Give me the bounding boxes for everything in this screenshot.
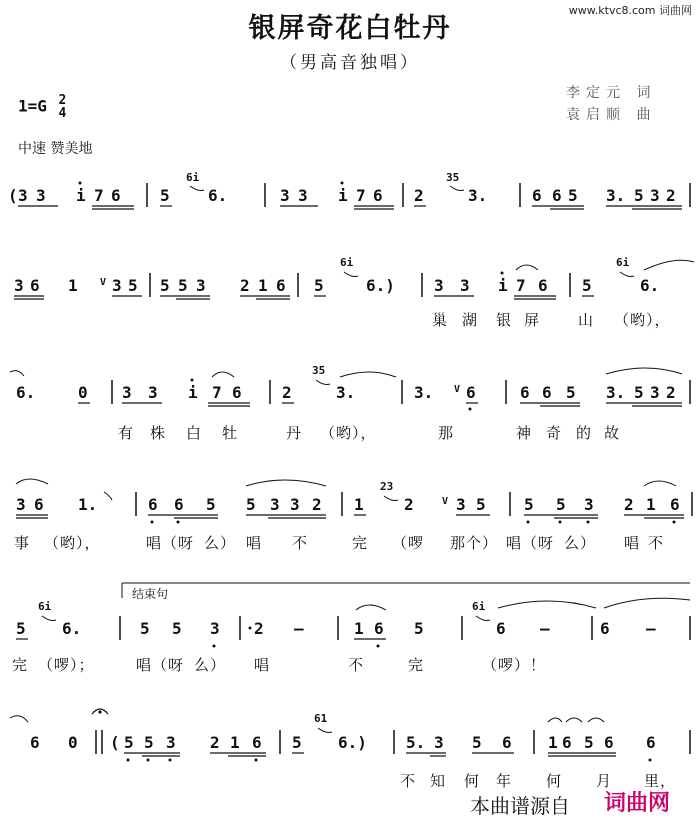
svg-text:V: V <box>100 277 107 288</box>
svg-text:0: 0 <box>68 733 78 752</box>
svg-text:3: 3 <box>584 495 594 514</box>
svg-text:7: 7 <box>212 383 222 402</box>
svg-text:5: 5 <box>206 495 216 514</box>
svg-text:6: 6 <box>562 733 572 752</box>
svg-text:3: 3 <box>16 495 26 514</box>
svg-text:5: 5 <box>582 276 592 295</box>
lyric-word: （啰 <box>392 534 425 552</box>
svg-text:1: 1 <box>548 733 558 752</box>
svg-text:6: 6 <box>496 619 506 638</box>
svg-text:V: V <box>454 384 461 395</box>
svg-text:i: i <box>338 186 348 205</box>
svg-text:6: 6 <box>502 733 512 752</box>
lyric-word: 奇 <box>546 424 563 442</box>
svg-text:5: 5 <box>246 495 256 514</box>
svg-text:6.): 6.) <box>366 276 395 295</box>
svg-text:3.: 3. <box>606 383 626 402</box>
svg-text:1: 1 <box>646 495 656 514</box>
svg-text:6: 6 <box>34 495 44 514</box>
time-bottom: 4 <box>58 106 67 121</box>
lyric-word: 完 <box>352 534 369 552</box>
key-label: 1=G <box>18 96 47 116</box>
source-watermark: 本曲谱源自 <box>470 794 570 818</box>
svg-text:5: 5 <box>160 276 170 295</box>
svg-text:5: 5 <box>292 733 302 752</box>
svg-text:2: 2 <box>240 276 250 295</box>
svg-text:6.: 6. <box>62 619 82 638</box>
lyricist-credit: 李定元 词 <box>566 85 657 101</box>
score-row-1 <box>8 171 690 209</box>
open-paren: ( <box>8 186 18 205</box>
svg-text:7: 7 <box>516 276 526 295</box>
svg-text:6: 6 <box>670 495 680 514</box>
svg-text:6: 6 <box>373 186 383 205</box>
svg-text:5: 5 <box>314 276 324 295</box>
svg-text:7: 7 <box>94 186 104 205</box>
svg-text:3.: 3. <box>414 383 434 402</box>
svg-text:6: 6 <box>600 619 610 638</box>
svg-text:5: 5 <box>16 619 26 638</box>
score-row-2 <box>14 256 694 299</box>
svg-text:6: 6 <box>532 186 542 205</box>
lyric-word: 不 <box>648 534 665 552</box>
svg-text:3: 3 <box>434 276 444 295</box>
svg-text:5: 5 <box>524 495 534 514</box>
svg-text:5: 5 <box>144 733 154 752</box>
lyric-word: 唱 <box>624 534 641 552</box>
song-subtitle: （男高音独唱） <box>280 53 420 73</box>
svg-text:6: 6 <box>174 495 184 514</box>
lyric-word: 不 <box>400 772 417 790</box>
lyric-word: 那个） <box>450 534 499 552</box>
svg-text:5: 5 <box>172 619 182 638</box>
svg-text:i: i <box>498 276 508 295</box>
lyric-word: 唱 <box>254 656 271 674</box>
svg-text:2: 2 <box>666 383 676 402</box>
svg-text:6: 6 <box>30 276 40 295</box>
svg-text:6.: 6. <box>16 383 36 402</box>
svg-text:6: 6 <box>276 276 286 295</box>
svg-text:6: 6 <box>111 186 121 205</box>
grace-note-9: 61 <box>314 712 328 725</box>
svg-text:1: 1 <box>68 276 78 295</box>
lyric-word: （哟）， <box>320 424 377 442</box>
svg-text:6.: 6. <box>208 186 228 205</box>
svg-text:3: 3 <box>112 276 122 295</box>
lyric-word: 里， <box>644 772 677 790</box>
svg-text:3: 3 <box>210 619 220 638</box>
lyric-word: 巢 <box>432 311 449 329</box>
grace-note-6: 23 <box>380 480 394 493</box>
svg-text:3: 3 <box>280 186 290 205</box>
lyric-word: 神 <box>516 424 533 442</box>
svg-text:3: 3 <box>122 383 132 402</box>
lyric-word: 的 <box>576 424 593 442</box>
svg-text:3: 3 <box>18 186 28 205</box>
svg-text:5: 5 <box>160 186 170 205</box>
svg-text:6: 6 <box>604 733 614 752</box>
svg-text:1: 1 <box>230 733 240 752</box>
svg-text:2: 2 <box>312 495 322 514</box>
svg-text:(: ( <box>110 733 120 752</box>
score-row-3 <box>10 364 690 411</box>
svg-text:2: 2 <box>282 383 292 402</box>
lyric-word: 何 <box>464 772 481 790</box>
svg-text:6.: 6. <box>640 276 660 295</box>
svg-text:5: 5 <box>566 383 576 402</box>
svg-text:6.): 6.) <box>338 733 367 752</box>
svg-text:–: – <box>294 619 304 638</box>
lyric-word: 那 <box>438 424 455 442</box>
svg-text:–: – <box>646 619 656 638</box>
site-url[interactable]: www.ktvc8.com 词曲网 <box>568 4 692 17</box>
svg-text:5: 5 <box>584 733 594 752</box>
svg-text:3: 3 <box>270 495 280 514</box>
composer-credit: 袁启顺 曲 <box>566 107 657 123</box>
svg-text:6: 6 <box>374 619 384 638</box>
time-top: 2 <box>58 93 67 108</box>
svg-text:i: i <box>76 186 86 205</box>
svg-text:3: 3 <box>36 186 46 205</box>
lyric-word: 月 <box>596 772 613 790</box>
svg-text:5.: 5. <box>406 733 426 752</box>
svg-text:5: 5 <box>476 495 486 514</box>
lyric-word: 知 <box>430 772 447 790</box>
score-row-5 <box>16 583 690 648</box>
svg-text:5: 5 <box>556 495 566 514</box>
lyric-word: 白 <box>186 424 203 442</box>
svg-text:3: 3 <box>650 383 660 402</box>
svg-text:3: 3 <box>298 186 308 205</box>
svg-text:1: 1 <box>258 276 268 295</box>
svg-text:5: 5 <box>568 186 578 205</box>
svg-text:2: 2 <box>254 619 264 638</box>
svg-text:3: 3 <box>148 383 158 402</box>
grace-note-3: 6i <box>340 256 354 269</box>
svg-text:3.: 3. <box>468 186 488 205</box>
svg-text:6: 6 <box>646 733 656 752</box>
score-row-4 <box>16 479 692 524</box>
svg-text:6: 6 <box>148 495 158 514</box>
svg-text:V: V <box>442 496 449 507</box>
svg-text:2: 2 <box>414 186 424 205</box>
svg-text:3: 3 <box>166 733 176 752</box>
svg-text:6: 6 <box>466 383 476 402</box>
lyric-word: 有 <box>118 424 135 442</box>
svg-text:3: 3 <box>14 276 24 295</box>
svg-text:–: – <box>540 619 550 638</box>
lyric-word: 湖 <box>462 311 479 329</box>
svg-text:3: 3 <box>196 276 206 295</box>
brand-watermark[interactable]: 词曲网 <box>604 791 671 816</box>
svg-text:6: 6 <box>538 276 548 295</box>
svg-text:5: 5 <box>414 619 424 638</box>
svg-text:6: 6 <box>542 383 552 402</box>
svg-text:3: 3 <box>460 276 470 295</box>
lyric-word: 不 <box>348 656 365 674</box>
svg-text:5: 5 <box>634 186 644 205</box>
grace-note-2: 35 <box>446 171 460 184</box>
svg-text:2: 2 <box>624 495 634 514</box>
svg-text:6: 6 <box>232 383 242 402</box>
svg-text:1: 1 <box>354 619 364 638</box>
svg-text:3: 3 <box>290 495 300 514</box>
svg-text:3.: 3. <box>336 383 356 402</box>
ending-label: 结束句 <box>132 587 169 601</box>
lyric-word: （哟）， <box>44 534 101 552</box>
grace-note-4: 6i <box>616 256 630 269</box>
lyric-word: （啰）！ <box>482 656 547 674</box>
lyric-word: 唱（呀 么） <box>146 534 237 552</box>
svg-text:7: 7 <box>356 186 366 205</box>
lyric-word: 故 <box>604 424 621 442</box>
tempo-marking: 中速 赞美地 <box>18 141 93 157</box>
lyric-word: 不 <box>292 534 309 552</box>
svg-text:1.: 1. <box>78 495 98 514</box>
lyric-word: 完 <box>12 656 29 674</box>
lyric-word: 唱 <box>246 534 263 552</box>
grace-note-7: 6i <box>38 600 52 613</box>
lyric-word: 唱（呀 么） <box>506 534 597 552</box>
song-title: 银屏奇花白牡丹 <box>248 13 452 44</box>
svg-text:2: 2 <box>404 495 414 514</box>
svg-text:5: 5 <box>472 733 482 752</box>
lyric-word: 唱（呀 么） <box>136 656 227 674</box>
lyric-word: 完 <box>408 656 425 674</box>
svg-text:6: 6 <box>30 733 40 752</box>
svg-text:5: 5 <box>634 383 644 402</box>
lyric-word: 株 <box>150 424 167 442</box>
svg-text:5: 5 <box>140 619 150 638</box>
svg-text:3.: 3. <box>606 186 626 205</box>
lyric-word: 事 <box>14 534 31 552</box>
svg-text:0: 0 <box>78 383 88 402</box>
lyric-word: （哟）， <box>614 311 671 329</box>
grace-note-1: 6i <box>186 171 200 184</box>
lyric-word: 牡 <box>222 424 239 442</box>
svg-text:1: 1 <box>354 495 364 514</box>
grace-note-8: 6i <box>472 600 486 613</box>
svg-text:3: 3 <box>650 186 660 205</box>
svg-text:3: 3 <box>434 733 444 752</box>
lyric-word: 丹 <box>286 424 303 442</box>
svg-text:i: i <box>188 383 198 402</box>
svg-text:6: 6 <box>252 733 262 752</box>
lyric-word: 屏 <box>524 311 541 329</box>
lyric-word: 银 <box>496 311 513 329</box>
svg-text:5: 5 <box>124 733 134 752</box>
svg-text:5: 5 <box>128 276 138 295</box>
svg-text:2: 2 <box>210 733 220 752</box>
svg-text:5: 5 <box>178 276 188 295</box>
svg-text:6: 6 <box>520 383 530 402</box>
lyric-word: 何 <box>546 772 563 790</box>
svg-text:3: 3 <box>456 495 466 514</box>
lyric-word: 山 <box>578 311 595 329</box>
lyric-word: 年 <box>496 772 513 790</box>
svg-text:6: 6 <box>552 186 562 205</box>
lyric-word: （啰）； <box>38 656 95 674</box>
svg-text:2: 2 <box>666 186 676 205</box>
score-row-6 <box>10 709 690 762</box>
grace-note-5: 35 <box>312 364 326 377</box>
